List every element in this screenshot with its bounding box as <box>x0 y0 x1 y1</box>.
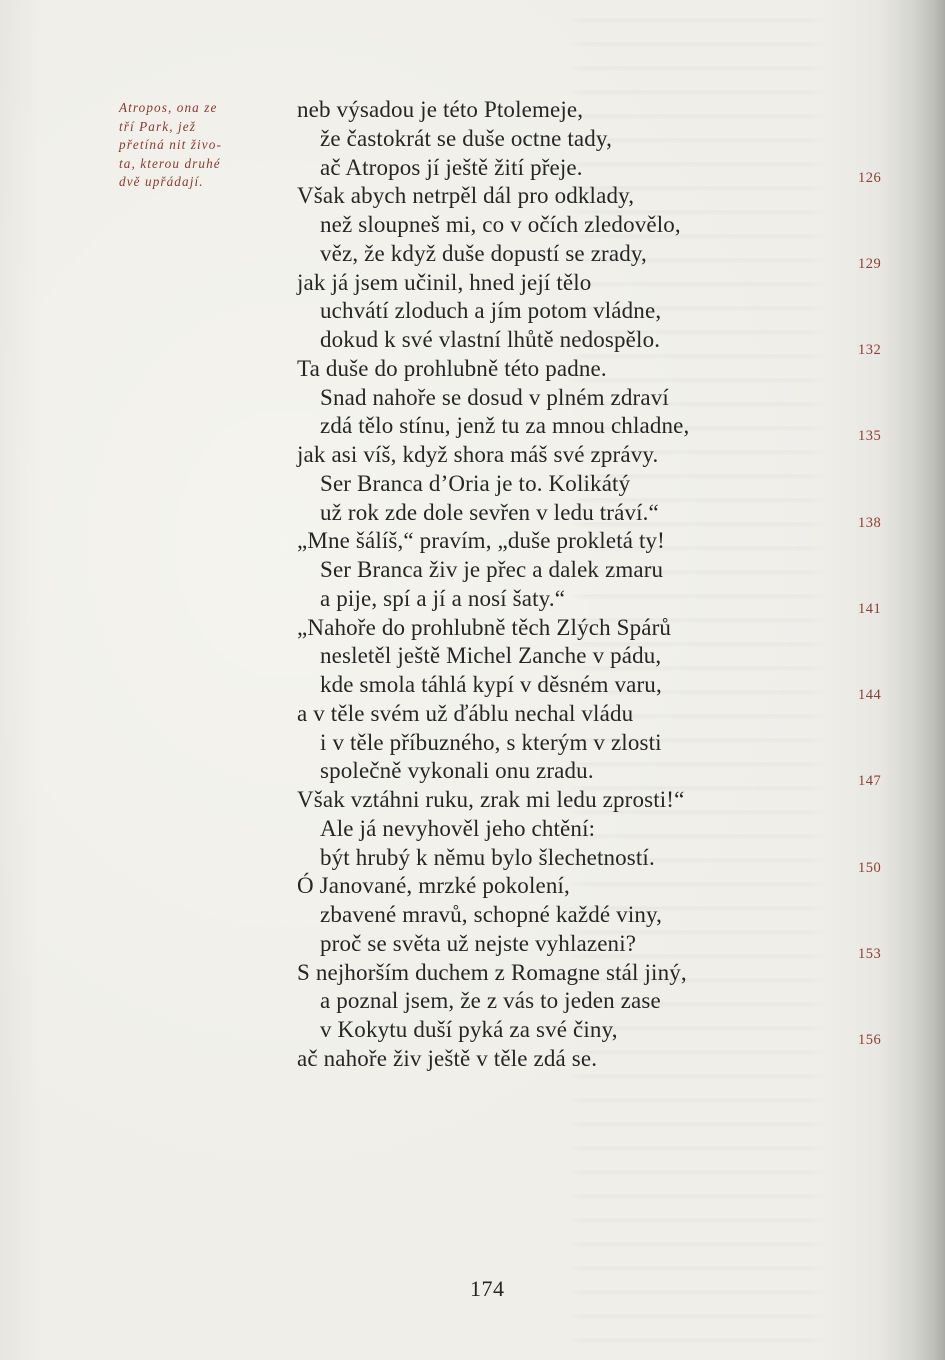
verse-line: Však vztáhni ruku, zrak mi ledu zprosti!“ <box>297 787 685 812</box>
margin-note-line: přetíná nit živo- <box>119 137 222 153</box>
verse-line: Ser Branca živ je přec a dalek zmaru <box>320 557 664 582</box>
verse-line: a pije, spí a jí a nosí šaty.“ <box>320 585 566 611</box>
line-number: 144 <box>858 687 882 703</box>
verse-line: Ser Branca d’Oria je to. Kolikátý <box>320 470 631 496</box>
line-number: 126 <box>858 169 882 186</box>
line-number: 156 <box>858 1032 882 1048</box>
line-number: 153 <box>858 945 882 962</box>
verse-line: že častokrát se duše octne tady, <box>320 125 612 151</box>
verse-line: nesletěl ještě Michel Zanche v pádu, <box>320 643 662 669</box>
line-number: 138 <box>858 514 882 531</box>
verse-line: neb výsadou je této Ptolemeje, <box>297 97 584 122</box>
verse-line: „Nahoře do prohlubně těch Zlých Spárů <box>297 614 672 640</box>
verse-line: „Mne šálíš,“ pravím, „duše prokletá ty! <box>297 528 665 554</box>
line-number: 150 <box>858 859 882 876</box>
verse-line: Snad nahoře se dosud v plném zdraví <box>320 384 669 410</box>
verse-line: uchvátí zloduch a jím potom vládne, <box>320 298 662 324</box>
line-number: 147 <box>858 773 882 790</box>
line-number: 132 <box>858 342 882 358</box>
margin-note-line: dvě upřádají. <box>119 174 204 190</box>
verse-line: Však abych netrpěl dál pro odklady, <box>297 183 635 209</box>
verse-line: zbavené mravů, schopné každé viny, <box>320 902 663 927</box>
verse-line: a v těle svém už ďáblu nechal vládu <box>297 700 634 726</box>
margin-note <box>119 99 269 192</box>
verse-line: jak já jsem učinil, hned její tělo <box>297 269 592 295</box>
verse-line: dokud k své vlastní lhůtě nedospělo. <box>320 327 661 352</box>
verse-line: jak asi víš, když shora máš své zprávy. <box>297 442 659 467</box>
verse-line: společně vykonali onu zradu. <box>320 758 594 784</box>
verse-line: Ale já nevyhověl jeho chtění: <box>320 815 596 841</box>
verse-line: věz, že když duše dopustí se zrady, <box>320 240 647 266</box>
page-number: 174 <box>470 1276 505 1301</box>
verse-line: Ó Janované, mrzké pokolení, <box>297 873 570 899</box>
verse-line: a poznal jsem, že z vás to jeden zase <box>320 988 661 1014</box>
verse-line: ač Atropos jí ještě žití přeje. <box>320 154 583 180</box>
verse-line: Ta duše do prohlubně této padne. <box>297 355 607 381</box>
margin-note-line: Atropos, ona ze <box>119 100 218 115</box>
verse-line: zdá tělo stínu, jenž tu za mnou chladne, <box>320 413 690 439</box>
verse-line: v Kokytu duší pyká za své činy, <box>320 1017 618 1042</box>
verse-line: i v těle příbuzného, s kterým v zlosti <box>320 729 662 755</box>
line-number: 129 <box>858 255 882 272</box>
line-number: 135 <box>858 428 882 445</box>
verse-line: ač nahoře živ ještě v těle zdá se. <box>297 1045 598 1071</box>
verse-line: už rok zde dole sevřen v ledu tráví.“ <box>320 499 659 525</box>
margin-note-line: ta, kterou druhé <box>119 155 221 171</box>
verse-line: proč se světa už nejste vyhlazeni? <box>320 930 637 956</box>
verse-line: než sloupneš mi, co v očích zledovělo, <box>320 212 681 237</box>
margin-note-line: tří Park, jež <box>119 118 196 134</box>
verse-line: kde smola táhlá kypí v děsném varu, <box>320 672 662 697</box>
line-number: 141 <box>858 600 882 617</box>
verse-line: S nejhorším duchem z Romagne stál jiný, <box>297 959 687 985</box>
verse-line: být hrubý k němu bylo šlechetností. <box>320 844 655 870</box>
